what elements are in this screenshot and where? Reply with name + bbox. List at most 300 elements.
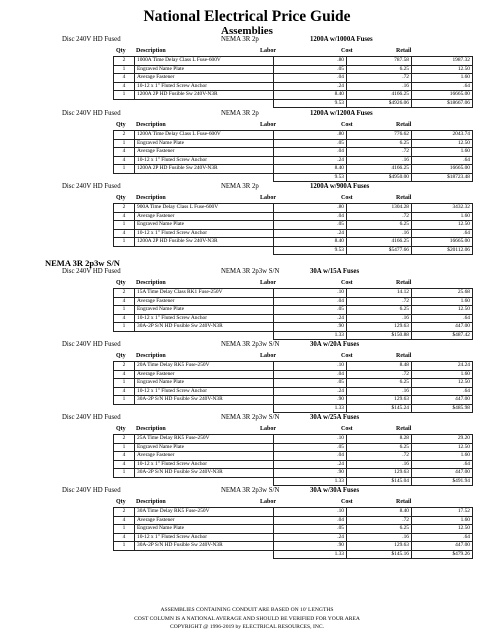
column-header-labor: Labor: [260, 280, 277, 286]
cell-cost: .72: [347, 370, 412, 379]
cell-desc: 30A Time Delay RK5 Fuse-250V: [135, 508, 274, 517]
cell-desc: 1200A Time Delay Class L Fuse-600V: [135, 131, 274, 140]
column-header-qty: Qty: [116, 195, 126, 201]
cell-desc: Engraved Name Plate: [135, 221, 274, 230]
cell-cost: 4166.25: [347, 238, 412, 247]
blank-cell: [135, 331, 274, 340]
cell-cost: .16: [347, 387, 412, 396]
blank-cell: [114, 99, 135, 108]
cell-qty: 4: [114, 297, 135, 306]
cell-retail: 1.60: [412, 148, 473, 157]
cell-retail: .64: [412, 229, 473, 238]
column-header-description: Description: [136, 280, 166, 286]
cell-cost: 129.63: [347, 396, 412, 405]
column-header-cost: Cost: [341, 280, 353, 286]
cell-labor: .10: [274, 362, 347, 371]
assembly-table: [113, 288, 473, 340]
column-header-qty: Qty: [116, 122, 126, 128]
cell-labor: .05: [274, 65, 347, 74]
cell-qty: 4: [114, 314, 135, 323]
cell-desc: 10-12 x 1" Fluted Screw Anchor: [135, 156, 274, 165]
cell-cost: 6.25: [347, 525, 412, 534]
cell-desc: 1000A Time Delay Class L Fuse-600V: [135, 57, 274, 66]
cell-desc: 10-12 x 1" Fluted Screw Anchor: [135, 387, 274, 396]
column-headers: [0, 497, 494, 507]
cell-qty: 1: [114, 306, 135, 315]
column-header-description: Description: [136, 48, 166, 54]
cell-desc: 30A-2P S/N HD Fusible Sw 240V-N3R: [135, 396, 274, 405]
cell-qty: 1: [114, 65, 135, 74]
cell-cost: .72: [347, 74, 412, 83]
cell-cost: .16: [347, 82, 412, 91]
blank-cell: [114, 173, 135, 182]
cell-qty: 2: [114, 204, 135, 213]
section-header: [0, 414, 494, 424]
cell-retail: 17.52: [412, 508, 473, 517]
cell-desc: 30A-2P S/N HD Fusible Sw 240V-N3R: [135, 542, 274, 551]
cell-labor: 8.40: [274, 165, 347, 174]
cell-desc: Average Fastener: [135, 148, 274, 157]
total-cost: $145.04: [347, 477, 412, 486]
cell-retail: 1.60: [412, 370, 473, 379]
total-retail: $485.98: [412, 404, 473, 413]
column-header-cost: Cost: [341, 48, 353, 54]
column-header-qty: Qty: [116, 353, 126, 359]
table-row: [114, 460, 473, 469]
cell-desc: Engraved Name Plate: [135, 139, 274, 148]
total-row: [114, 99, 473, 108]
blank-cell: [135, 404, 274, 413]
cell-labor: .24: [274, 156, 347, 165]
cell-labor: 8.40: [274, 91, 347, 100]
cell-retail: .64: [412, 387, 473, 396]
cell-cost: 1304.28: [347, 204, 412, 213]
column-header-cost: Cost: [341, 122, 353, 128]
cell-desc: Average Fastener: [135, 297, 274, 306]
table-row: [114, 508, 473, 517]
column-header-labor: Labor: [260, 353, 277, 359]
cell-retail: 447.00: [412, 323, 473, 332]
cell-qty: 2: [114, 289, 135, 298]
cell-qty: 1: [114, 165, 135, 174]
blank-cell: [114, 246, 135, 255]
cell-qty: 2: [114, 57, 135, 66]
column-header-labor: Labor: [260, 426, 277, 432]
assembly-section: [0, 110, 494, 182]
cell-retail: 1987.32: [412, 57, 473, 66]
table-row: [114, 212, 473, 221]
table-row: [114, 165, 473, 174]
cell-labor: .04: [274, 212, 347, 221]
cell-retail: 16665.00: [412, 165, 473, 174]
table-row: [114, 139, 473, 148]
cell-qty: 1: [114, 469, 135, 478]
table-row: [114, 542, 473, 551]
cell-qty: 2: [114, 435, 135, 444]
total-row: [114, 404, 473, 413]
assembly-section: [0, 183, 494, 255]
cell-labor: .05: [274, 379, 347, 388]
cell-retail: 12.50: [412, 306, 473, 315]
cell-labor: .05: [274, 525, 347, 534]
column-headers: [0, 193, 494, 203]
cell-retail: 3432.32: [412, 204, 473, 213]
cell-labor: .24: [274, 460, 347, 469]
table-row: [114, 469, 473, 478]
assembly-table: [113, 130, 473, 182]
assembly-section: [0, 487, 494, 559]
cell-cost: 4166.25: [347, 91, 412, 100]
cell-retail: .64: [412, 156, 473, 165]
column-header-cost: Cost: [341, 353, 353, 359]
total-row: [114, 246, 473, 255]
cell-qty: 4: [114, 148, 135, 157]
page-subtitle: Assemblies: [221, 25, 273, 37]
cell-desc: 1200A 2P HD Fusible Sw 240V-N3R: [135, 238, 274, 247]
cell-qty: 1: [114, 221, 135, 230]
cell-cost: .72: [347, 148, 412, 157]
cell-labor: .10: [274, 289, 347, 298]
assembly-table: [113, 361, 473, 413]
section-heading: 1200A w/1200A Fuses: [310, 110, 373, 117]
cell-retail: 1.60: [412, 74, 473, 83]
assembly-table: [113, 56, 473, 108]
column-headers: [0, 351, 494, 361]
section-heading: 1200A w/900A Fuses: [310, 183, 370, 190]
total-retail: $18723.48: [412, 173, 473, 182]
cell-retail: 447.00: [412, 469, 473, 478]
cell-cost: 8.40: [347, 508, 412, 517]
cell-desc: Engraved Name Plate: [135, 443, 274, 452]
column-headers: [0, 424, 494, 434]
cell-cost: .72: [347, 452, 412, 461]
table-row: [114, 238, 473, 247]
blank-cell: [135, 550, 274, 559]
cell-cost: 787.58: [347, 57, 412, 66]
total-row: [114, 477, 473, 486]
total-cost: $4950.00: [347, 173, 412, 182]
cell-labor: .10: [274, 508, 347, 517]
cell-labor: .05: [274, 221, 347, 230]
cell-qty: 1: [114, 323, 135, 332]
table-row: [114, 156, 473, 165]
column-header-labor: Labor: [260, 122, 277, 128]
cell-labor: .04: [274, 297, 347, 306]
cell-labor: .04: [274, 148, 347, 157]
cell-desc: Average Fastener: [135, 74, 274, 83]
blank-cell: [114, 550, 135, 559]
cell-qty: 2: [114, 131, 135, 140]
blank-cell: [114, 404, 135, 413]
cell-cost: 6.25: [347, 306, 412, 315]
cell-cost: 129.63: [347, 469, 412, 478]
cell-labor: .04: [274, 74, 347, 83]
cell-qty: 4: [114, 74, 135, 83]
cell-cost: .16: [347, 314, 412, 323]
cell-qty: 1: [114, 396, 135, 405]
cell-retail: 16665.00: [412, 238, 473, 247]
assembly-table: [113, 203, 473, 255]
cell-labor: 8.40: [274, 238, 347, 247]
table-row: [114, 131, 473, 140]
cell-desc: Engraved Name Plate: [135, 379, 274, 388]
section-type: Disc 240V HD Fused: [62, 268, 121, 275]
cell-cost: .16: [347, 229, 412, 238]
column-header-retail: Retail: [396, 353, 412, 359]
cell-qty: 1: [114, 525, 135, 534]
cell-retail: 12.50: [412, 221, 473, 230]
cell-desc: 25A Time Delay RK5 Fuse-250V: [135, 435, 274, 444]
blank-cell: [135, 173, 274, 182]
cell-labor: .80: [274, 57, 347, 66]
table-row: [114, 229, 473, 238]
cell-retail: 12.50: [412, 525, 473, 534]
column-headers: [0, 46, 494, 56]
cell-qty: 1: [114, 91, 135, 100]
table-row: [114, 57, 473, 66]
table-row: [114, 370, 473, 379]
section-type: Disc 240V HD Fused: [62, 341, 121, 348]
cell-cost: 129.63: [347, 323, 412, 332]
column-header-retail: Retail: [396, 48, 412, 54]
cell-cost: .16: [347, 533, 412, 542]
column-header-description: Description: [136, 499, 166, 505]
cell-retail: 1.60: [412, 516, 473, 525]
group-title: NEMA 3R 2p3w S/N: [45, 258, 120, 268]
cell-retail: 12.50: [412, 379, 473, 388]
total-retail: $491.94: [412, 477, 473, 486]
section-type: Disc 240V HD Fused: [62, 110, 121, 117]
cell-qty: 4: [114, 516, 135, 525]
cell-labor: .24: [274, 82, 347, 91]
section-header: [0, 487, 494, 497]
cell-labor: .24: [274, 533, 347, 542]
cell-cost: 8.28: [347, 435, 412, 444]
cell-qty: 4: [114, 156, 135, 165]
column-header-qty: Qty: [116, 280, 126, 286]
total-labor: 1.33: [274, 404, 347, 413]
section-header: [0, 183, 494, 193]
total-cost: $4926.06: [347, 99, 412, 108]
column-header-retail: Retail: [396, 195, 412, 201]
assembly-section: [0, 268, 494, 340]
cell-retail: 1.60: [412, 452, 473, 461]
total-cost: $145.24: [347, 404, 412, 413]
cell-desc: 10-12 x 1" Fluted Screw Anchor: [135, 460, 274, 469]
total-cost: $5477.66: [347, 246, 412, 255]
section-heading: 30A w/30A Fuses: [310, 487, 360, 494]
cell-labor: .24: [274, 387, 347, 396]
assembly-section: [0, 36, 494, 108]
section-type: Disc 240V HD Fused: [62, 183, 121, 190]
cell-qty: 4: [114, 370, 135, 379]
cell-qty: 4: [114, 82, 135, 91]
table-row: [114, 65, 473, 74]
section-heading: 1200A w/1000A Fuses: [310, 36, 373, 43]
cell-retail: 29.20: [412, 435, 473, 444]
table-row: [114, 297, 473, 306]
total-row: [114, 550, 473, 559]
cell-desc: Average Fastener: [135, 212, 274, 221]
cell-labor: .05: [274, 443, 347, 452]
table-row: [114, 435, 473, 444]
cell-retail: 1.60: [412, 212, 473, 221]
cell-desc: 1200A 2P HD Fusible Sw 240V-N3R: [135, 91, 274, 100]
table-row: [114, 82, 473, 91]
cell-desc: Average Fastener: [135, 452, 274, 461]
section-enclosure: NEMA 3R 2p3w S/N: [221, 487, 280, 494]
table-row: [114, 221, 473, 230]
cell-retail: .64: [412, 82, 473, 91]
cell-desc: 15A Time Delay Class RK1 Fuse-250V: [135, 289, 274, 298]
table-row: [114, 323, 473, 332]
blank-cell: [114, 331, 135, 340]
table-row: [114, 379, 473, 388]
cell-labor: .90: [274, 469, 347, 478]
cell-desc: 10-12 x 1" Fluted Screw Anchor: [135, 229, 274, 238]
cell-labor: .90: [274, 323, 347, 332]
cell-cost: .72: [347, 212, 412, 221]
total-retail: $18667.06: [412, 99, 473, 108]
column-header-retail: Retail: [396, 426, 412, 432]
cell-cost: .16: [347, 156, 412, 165]
cell-cost: 8.48: [347, 362, 412, 371]
table-row: [114, 91, 473, 100]
section-heading: 30A w/20A Fuses: [310, 341, 360, 348]
table-row: [114, 525, 473, 534]
cell-retail: .64: [412, 460, 473, 469]
section-header: [0, 110, 494, 120]
footer-line-cost: COST COLUMN IS A NATIONAL AVERAGE AND SHOULD BE VERIFIED FOR YOUR AREA: [134, 615, 360, 622]
section-type: Disc 240V HD Fused: [62, 36, 121, 43]
cell-qty: 1: [114, 542, 135, 551]
cell-cost: 6.25: [347, 65, 412, 74]
assembly-section: [0, 341, 494, 413]
total-retail: $487.42: [412, 331, 473, 340]
column-header-retail: Retail: [396, 122, 412, 128]
section-type: Disc 240V HD Fused: [62, 414, 121, 421]
cell-labor: .10: [274, 435, 347, 444]
footer: [0, 606, 494, 632]
cell-desc: 900A Time Delay Class L Fuse-600V: [135, 204, 274, 213]
cell-labor: .04: [274, 452, 347, 461]
table-row: [114, 289, 473, 298]
section-heading: 30A w/25A Fuses: [310, 414, 360, 421]
assembly-table: [113, 507, 473, 559]
column-header-description: Description: [136, 195, 166, 201]
cell-qty: 1: [114, 238, 135, 247]
cell-qty: 4: [114, 460, 135, 469]
cell-desc: Engraved Name Plate: [135, 525, 274, 534]
blank-cell: [135, 246, 274, 255]
cell-labor: .05: [274, 306, 347, 315]
blank-cell: [114, 477, 135, 486]
table-row: [114, 314, 473, 323]
column-headers: [0, 120, 494, 130]
cell-retail: .64: [412, 314, 473, 323]
section-type: Disc 240V HD Fused: [62, 487, 121, 494]
section-header: [0, 341, 494, 351]
section-enclosure: NEMA 3R 2p3w S/N: [221, 268, 280, 275]
cell-labor: .04: [274, 516, 347, 525]
section-enclosure: NEMA 3R 2p: [221, 110, 259, 117]
table-row: [114, 306, 473, 315]
section-enclosure: NEMA 3R 2p3w S/N: [221, 414, 280, 421]
cell-cost: 6.25: [347, 139, 412, 148]
column-header-labor: Labor: [260, 195, 277, 201]
cell-cost: 129.63: [347, 542, 412, 551]
footer-line-copyright: COPYRIGHT @ 1996-2019 by ELECTRICAL RESOURCES, INC.: [169, 624, 324, 631]
cell-retail: 1.60: [412, 297, 473, 306]
total-row: [114, 173, 473, 182]
column-header-qty: Qty: [116, 499, 126, 505]
cell-desc: 30A-2P S/N HD Fusible Sw 240V-N3R: [135, 323, 274, 332]
section-enclosure: NEMA 3R 2p: [221, 183, 259, 190]
table-row: [114, 148, 473, 157]
column-header-labor: Labor: [260, 48, 277, 54]
cell-labor: .80: [274, 131, 347, 140]
cell-desc: Engraved Name Plate: [135, 306, 274, 315]
column-header-qty: Qty: [116, 48, 126, 54]
table-row: [114, 204, 473, 213]
column-header-retail: Retail: [396, 280, 412, 286]
table-row: [114, 443, 473, 452]
cell-qty: 4: [114, 533, 135, 542]
total-labor: 1.33: [274, 550, 347, 559]
cell-cost: .72: [347, 297, 412, 306]
cell-qty: 4: [114, 229, 135, 238]
cell-desc: 10-12 x 1" Fluted Screw Anchor: [135, 82, 274, 91]
section-heading: 30A w/15A Fuses: [310, 268, 360, 275]
column-headers: [0, 278, 494, 288]
total-retail: $479.26: [412, 550, 473, 559]
cell-labor: .90: [274, 542, 347, 551]
cell-qty: 1: [114, 379, 135, 388]
column-header-labor: Labor: [260, 499, 277, 505]
cell-desc: Average Fastener: [135, 370, 274, 379]
cell-retail: 24.24: [412, 362, 473, 371]
cell-qty: 2: [114, 362, 135, 371]
column-header-cost: Cost: [341, 195, 353, 201]
cell-retail: 25.68: [412, 289, 473, 298]
total-labor: 9.53: [274, 173, 347, 182]
cell-cost: 776.62: [347, 131, 412, 140]
cell-cost: .16: [347, 460, 412, 469]
column-header-description: Description: [136, 426, 166, 432]
cell-retail: 12.50: [412, 443, 473, 452]
total-labor: 1.33: [274, 331, 347, 340]
column-header-qty: Qty: [116, 426, 126, 432]
cell-labor: .24: [274, 229, 347, 238]
cell-retail: 2043.74: [412, 131, 473, 140]
cell-retail: 12.50: [412, 65, 473, 74]
cell-qty: 2: [114, 508, 135, 517]
table-row: [114, 452, 473, 461]
cell-retail: 12.50: [412, 139, 473, 148]
cell-retail: 16665.00: [412, 91, 473, 100]
cell-retail: 447.00: [412, 396, 473, 405]
column-header-cost: Cost: [341, 426, 353, 432]
total-row: [114, 331, 473, 340]
cell-cost: 4166.25: [347, 165, 412, 174]
cell-qty: 4: [114, 452, 135, 461]
table-row: [114, 387, 473, 396]
column-header-description: Description: [136, 122, 166, 128]
column-header-cost: Cost: [341, 499, 353, 505]
cell-cost: .72: [347, 516, 412, 525]
cell-desc: 1200A 2P HD Fusible Sw 240V-N3R: [135, 165, 274, 174]
footer-line-conduit: ASSEMBLIES CONTAINING CONDUIT ARE BASED ON 10' LENGTHS: [160, 607, 334, 613]
